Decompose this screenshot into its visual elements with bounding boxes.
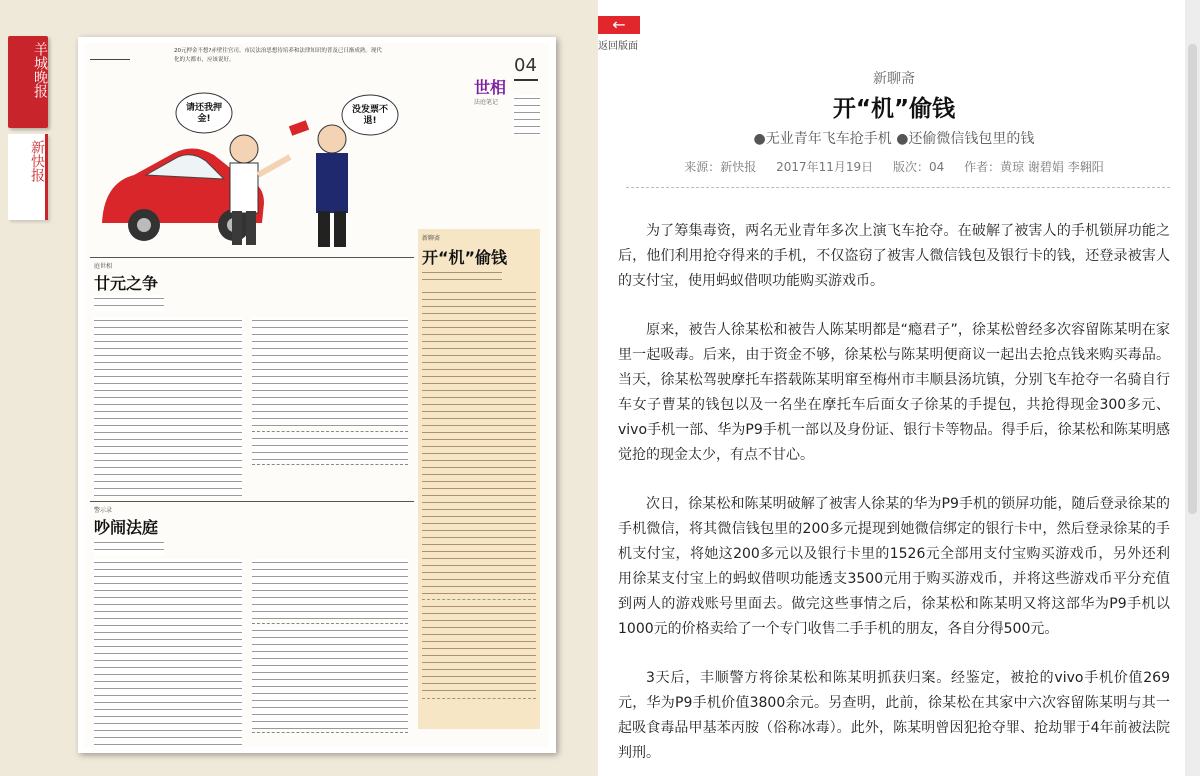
bubble-right: 没发票不退!: [351, 105, 388, 126]
article-date: 2017年11月19日: [776, 160, 874, 174]
article-meta: [620, 158, 1168, 175]
article-authors: 作者：黄琼 谢碧娟 李翱阳: [964, 160, 1104, 174]
scrollbar[interactable]: [1185, 0, 1200, 776]
newspaper-page: [78, 37, 556, 753]
tab-xinkuaibao[interactable]: 新快报: [8, 134, 48, 220]
story1-tag: 庭世相: [94, 263, 113, 270]
article-subtitle: ●无业青年飞车抢手机 ●还偷微信钱包里的钱: [753, 131, 1035, 147]
article-source: 来源：新快报: [684, 160, 757, 174]
story3-title: 开“机”偷钱: [422, 248, 508, 267]
section-sub: 法庭笔记: [474, 99, 499, 106]
back-arrow-icon[interactable]: ←: [598, 16, 640, 34]
article-body: [618, 219, 1170, 776]
article-paragraph: 原来，被告人徐某松和被告人陈某明都是“瘾君子”，徐某松曾经多次容留陈某明在家里一起吸毒。后来，由于资金不够，徐某松与陈某明便商议一起出去抢点钱来购买毒品。当天，徐某松驾驶摩托车搭载陈某明窜至梅州市丰顺县汤坑镇，分别飞车抢夺一名骑自行车女子曹某的钱包以及一名坐在摩托车后面女子徐某的手提包，共抢得现金300多元、vivo手机一部、华为P9手机一部以及身份证、银行卡等物品。得手后，徐某松和陈某明感觉抢的现金太少，有点不甘心。: [618, 322, 1170, 463]
article-title: 开“机”偷钱: [832, 96, 956, 122]
story2-tag: 警示录: [94, 507, 113, 514]
edition-tabs: [8, 36, 50, 220]
scrollbar-thumb[interactable]: [1188, 44, 1197, 514]
article-paragraph: 为了筹集毒资，两名无业青年多次上演飞车抢夺。在破解了被害人的手机锁屏功能之后，他们利用抢夺得来的手机，不仅盗窃了被害人微信钱包及银行卡的钱，还登录被害人的支付宝，使用蚂蚁借呗功能购买游戏币。: [618, 223, 1170, 289]
tab-yangcheng-evening[interactable]: 羊城晚报: [8, 36, 48, 128]
top-blurb: 20元押金不想?赤壁往官司。市民法治思想待培养和法律知识的普及已日渐成熟。现代化的大都市，应该说好。: [174, 48, 382, 63]
article-page: 版次：04: [893, 160, 945, 174]
back-to-page-link[interactable]: 返回版面: [598, 41, 638, 52]
bubble-left: 请还我押金!: [185, 103, 222, 124]
page-number: 04: [514, 55, 537, 76]
story3-tag: 新聊斋: [422, 235, 441, 242]
divider: [626, 187, 1170, 188]
column-name: 新聊斋: [873, 71, 915, 87]
story1-title: 廿元之争: [94, 274, 159, 293]
story2-title: 吵闹法庭: [94, 518, 159, 537]
article-paragraph: 次日，徐某松和陈某明破解了被害人徐某的华为P9手机的锁屏功能，随后登录徐某的手机微信，将其微信钱包里的200多元提现到她微信绑定的银行卡中，然后登录徐某的手机支付宝，将她这200多元以及银行卡里的1526元全部用支付宝购买游戏币，另外还利用徐某支付宝上的蚂蚁借呗功能透支3500元用于购买游戏币，并将这些游戏币平分充值到两人的游戏账号里面去。做完这些事情之后，徐某松和陈某明又将这部华为P9手机以1000元的价格卖给了一个专门收售二手手机的朋友，各自分得500元。: [618, 496, 1170, 637]
article-paragraph: 3天后，丰顺警方将徐某松和陈某明抓获归案。经鉴定，被抢的vivo手机价值269元，华为P9手机价值3800余元。另查明，此前，徐某松在其家中六次容留陈某明与其一起吸食毒品甲基苯丙胺（俗称冰毒）。此外，陈某明曾因犯抢夺罪、抢劫罪于4年前被法院判刑。: [618, 670, 1170, 761]
section-logo: 世相: [474, 78, 507, 97]
